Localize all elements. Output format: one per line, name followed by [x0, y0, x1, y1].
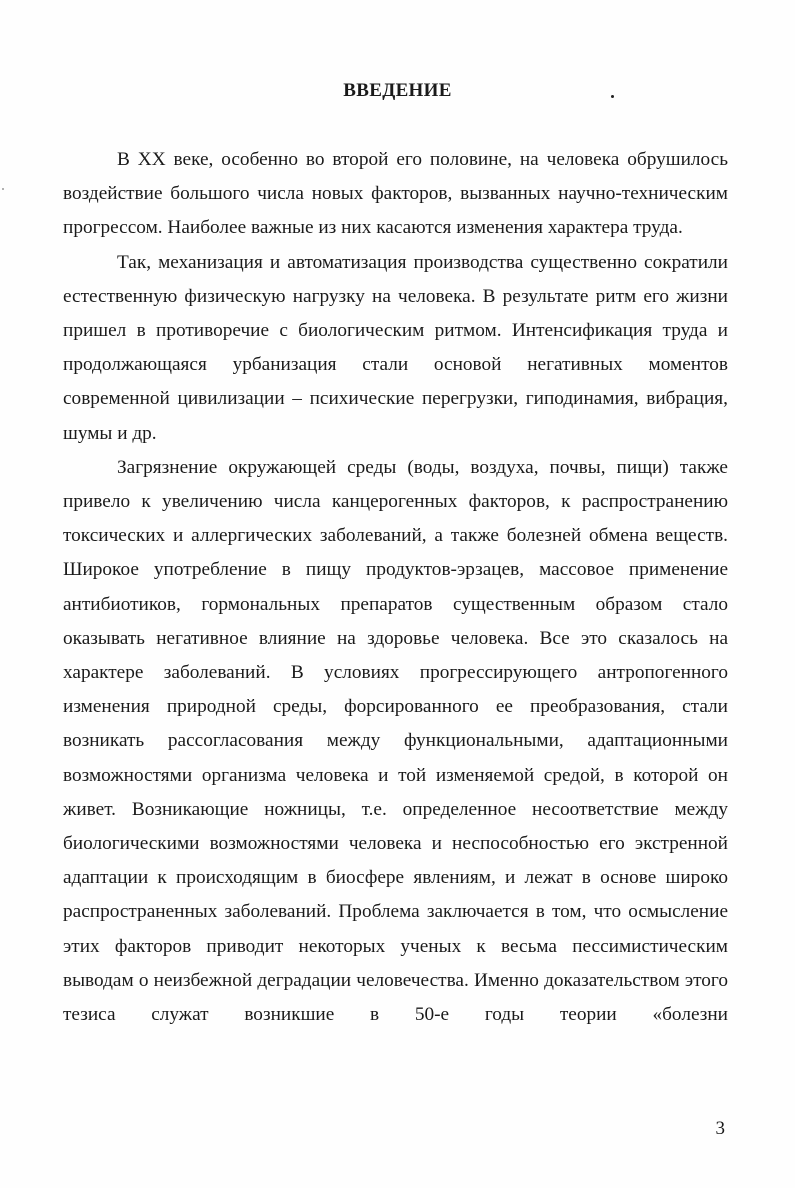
body-text: [63, 143, 728, 1032]
scan-speck-margin: [2, 188, 4, 190]
scan-speck: [611, 95, 614, 98]
paragraph-2: Так, механизация и автоматизация производства существенно сократили естественную физическую нагрузку на человека. В результате ритм его жизни пришел в противоречие с биологическим ритмом. Интенсификация труда и продолжающаяся урбанизация стали основой негативных моментов современной цивилизации – психические перегрузки, гиподинамия, вибрация, шумы и др.: [63, 251, 728, 444]
page-number: 3: [715, 1118, 725, 1139]
paragraph-3: Загрязнение окружающей среды (воды, воздуха, почвы, пищи) также привело к увеличению числа канцерогенных факторов, к распространению токсических и аллергических заболеваний, а также болезней обмена веществ. Широкое употребление в пищу продуктов-эрзацев, массовое применение антибиотиков, гормональных препаратов существенным образом стало оказывать негативное влияние на здоровье человека. Все это сказалось на характере заболеваний. В условиях прогрессирующего антропогенного изменения природной среды, форсированного ее преобразования, стали возникать рассогласования между функциональными, адаптационными возможностями организма человека и той изменяемой средой, в которой он живет. Возникающие ножницы, т.е. определенное несоответствие между биологическими возможностями человека и неспособностью его экстренной адаптации к происходящим в биосфере явлениям, и лежат в основе широко распространенных заболеваний. Проблема заключается в том, что осмысление этих факторов приводит некоторых ученых к весьма пессимистическим выводам о неизбежной деградации человечества. Именно доказательством этого тезиса служат возникшие в 50-е годы теории «болезни: [63, 456, 728, 1026]
page-title: ВВЕДЕНИЕ: [343, 80, 452, 101]
paragraph-1: В XX веке, особенно во второй его половине, на человека обрушилось воздействие большого числа новых факторов, вызванных научно-техническим прогрессом. Наиболее важные из них касаются изменения характера труда.: [63, 149, 728, 239]
